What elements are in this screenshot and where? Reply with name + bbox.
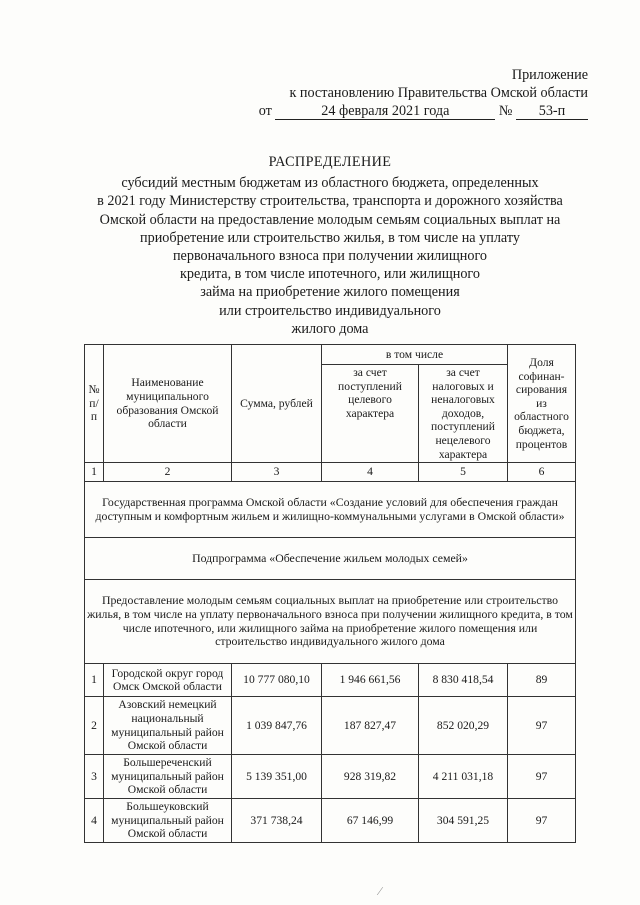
targeted-value: 928 319,82 [322, 755, 419, 799]
title-heading: РАСПРЕДЕЛЕНИЕ [268, 154, 392, 170]
share-value: 97 [508, 799, 576, 843]
targeted-value: 67 146,99 [322, 799, 419, 843]
distribution-table [84, 344, 576, 843]
sum-value: 10 777 080,10 [232, 664, 322, 697]
header-name: Наименование муниципального образования Омской области [104, 345, 232, 463]
from-label: от [258, 103, 272, 119]
row-number: 3 [85, 755, 104, 799]
tax-value: 4 211 031,18 [419, 755, 508, 799]
program-row: Государственная программа Омской области «Создание условий для обеспечения граждан доступным и комфортным жильем и жилищно-коммунальными услугами в Омской области» [85, 482, 576, 538]
scan-mark: ∕ [379, 884, 382, 898]
header-targeted: за счет поступлений целевого характера [322, 365, 419, 463]
column-number: 3 [232, 463, 322, 482]
resolution-number: 53-п [516, 103, 588, 120]
resolution-date: 24 февраля 2021 года [275, 103, 495, 120]
header-num: № п/п [85, 345, 104, 463]
municipality-name: Большеуковский муниципальный район Омской области [104, 799, 232, 843]
sum-value: 5 139 351,00 [232, 755, 322, 799]
tax-value: 8 830 418,54 [419, 664, 508, 697]
title-text [60, 174, 600, 338]
table-row [85, 799, 576, 843]
title-line: займа на приобретение жилого помещения [200, 284, 460, 301]
resolution-date-number [259, 102, 588, 120]
title-line: жилого дома [291, 320, 369, 337]
subprogram-row: Подпрограмма «Обеспечение жильем молодых семей» [85, 538, 576, 580]
appendix-label: Приложение [511, 67, 588, 83]
column-number: 2 [104, 463, 232, 482]
share-value: 97 [508, 755, 576, 799]
measure-row: Предоставление молодым семьям социальных выплат на приобретение или строительство жилья, в том числе на уплату первоначального взноса при получении жилищного кредита, в том числе ипотечного, или жилищного займа на приобретение жилого помещения или строительство индивидуального жилого дома [85, 580, 576, 664]
title-line: в 2021 году Министерству строительства, транспорта и дорожного хозяйства [97, 193, 563, 210]
column-number: 1 [85, 463, 104, 482]
row-number: 4 [85, 799, 104, 843]
document-header [259, 66, 588, 120]
header-including: в том числе [322, 345, 508, 365]
row-number: 2 [85, 697, 104, 755]
resolution-reference: к постановлению Правительства Омской области [289, 85, 588, 101]
number-label: № [498, 103, 513, 119]
title-line: кредита, в том числе ипотечного, или жилищного [180, 266, 480, 283]
header-sum: Сумма, рублей [232, 345, 322, 463]
title-line: Омской области на предоставление молодым семьям социальных выплат на [99, 211, 561, 228]
title-line: приобретение или строительство жилья, в том числе на уплату [140, 229, 520, 246]
share-value: 97 [508, 697, 576, 755]
targeted-value: 187 827,47 [322, 697, 419, 755]
title-line: или строительство индивидуального [219, 302, 441, 319]
column-number: 6 [508, 463, 576, 482]
municipality-name: Большереченский муниципальный район Омской области [104, 755, 232, 799]
sum-value: 1 039 847,76 [232, 697, 322, 755]
table-row [85, 755, 576, 799]
title-line: субсидий местным бюджетам из областного бюджета, определенных [121, 175, 539, 192]
header-share: Доля софинан-сирования из областного бюджета, процентов [508, 345, 576, 463]
tax-value: 852 020,29 [419, 697, 508, 755]
row-number: 1 [85, 664, 104, 697]
tax-value: 304 591,25 [419, 799, 508, 843]
share-value: 89 [508, 664, 576, 697]
title-line: первоначального взноса при получении жилищного [172, 248, 488, 265]
sum-value: 371 738,24 [232, 799, 322, 843]
table-row [85, 664, 576, 697]
header-tax: за счет налоговых и неналоговых доходов, поступлений нецелевого характера [419, 365, 508, 463]
municipality-name: Городской округ город Омск Омской области [104, 664, 232, 697]
targeted-value: 1 946 661,56 [322, 664, 419, 697]
column-number: 5 [419, 463, 508, 482]
column-number: 4 [322, 463, 419, 482]
table-row [85, 697, 576, 755]
document-title [60, 153, 600, 338]
municipality-name: Азовский немецкий национальный муниципальный район Омской области [104, 697, 232, 755]
